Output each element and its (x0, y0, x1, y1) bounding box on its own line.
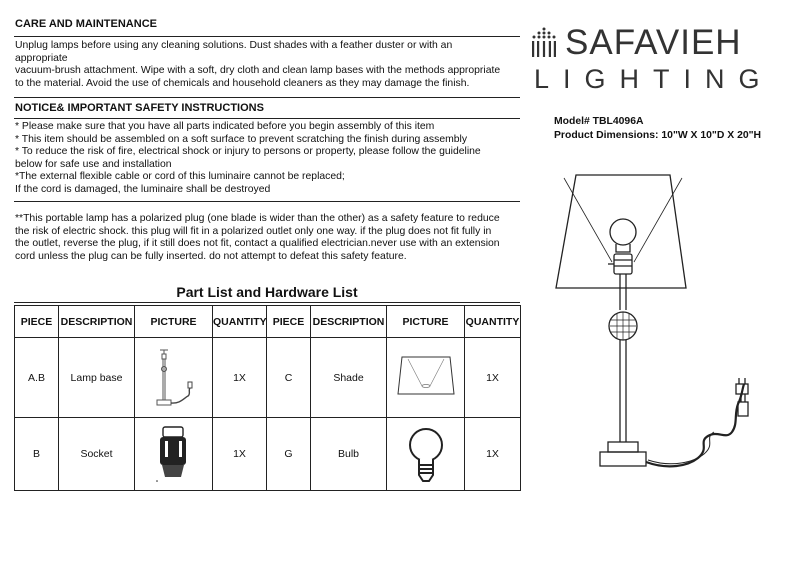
header-cell: PIECE (267, 306, 311, 338)
care-line: to the material. Avoid the use of chemicals and household cleaners as they may damage the finish. (15, 77, 470, 89)
care-text (15, 40, 525, 90)
header-cell: QUANTITY (465, 306, 521, 338)
care-divider (14, 36, 520, 37)
description-cell: Lamp base (59, 338, 135, 418)
parts-table (14, 305, 521, 491)
header-cell: PIECE (15, 306, 59, 338)
lamp-illustration (548, 170, 788, 485)
care-line: appropriate (15, 52, 68, 64)
quantity-cell: 1X (465, 338, 521, 418)
brand-name: SAFAVIEH (565, 23, 742, 62)
safety-line: If the cord is damaged, the luminaire shall be destroyed (15, 183, 271, 195)
socket-picture (135, 418, 213, 491)
shade-picture (387, 338, 465, 418)
brand-logo-icon (527, 26, 561, 60)
bulb-picture (387, 418, 465, 491)
care-line: Unplug lamps before using any cleaning solutions. Dust shades with a feather duster or with an (15, 40, 453, 51)
piece-cell: G (267, 418, 311, 491)
model-number: Model# TBL4096A (554, 116, 644, 127)
description-cell: Socket (59, 418, 135, 491)
plug-line: the outlet, reverse the plug, if it still does not fit, contact a qualified electrician.never use with an extension (15, 238, 500, 250)
quantity-cell: 1X (465, 418, 521, 491)
lamp-base-picture (135, 338, 213, 418)
piece-cell: A.B (15, 338, 59, 418)
parts-title: Part List and Hardware List (176, 284, 358, 300)
plug-line: cord unless the plug can be fully inserted. do not attempt to defeat this safety feature. (15, 250, 407, 262)
care-line: vacuum-brush attachment. Wipe with a soft, dry cloth and clean lamp bases with the methods appropriate (15, 65, 501, 77)
product-dimensions: Product Dimensions: 10"W X 10"D X 20"H (554, 130, 762, 141)
safety-line: * This item should be assembled on a soft surface to prevent scratching the finish during assembly (15, 133, 468, 145)
safety-title: NOTICE& IMPORTANT SAFETY INSTRUCTIONS (15, 102, 264, 114)
safety-bottom-divider (14, 201, 520, 202)
safety-line: * Please make sure that you have all parts indicated before you begin assembly of this item (15, 121, 435, 132)
safety-line: *The external flexible cable or cord of this luminaire cannot be replaced; (15, 171, 345, 183)
table-row (15, 338, 521, 418)
description-cell: Bulb (311, 418, 387, 491)
header-cell: DESCRIPTION (59, 306, 135, 338)
plug-line: the risk of electric shock. this plug will fit in a polarized outlet only one way. if the plug does not fit fully in (15, 225, 492, 237)
plug-line: **This portable lamp has a polarized plug (one blade is wider than the other) as a safety feature to reduce (15, 213, 500, 224)
safety-text (15, 121, 525, 197)
header-cell: QUANTITY (213, 306, 267, 338)
header-cell: PICTURE (135, 306, 213, 338)
brand-sub: LIGHTING (534, 64, 774, 94)
safety-divider (14, 118, 520, 119)
parts-header-row (15, 306, 521, 338)
safety-top-divider (14, 97, 520, 98)
quantity-cell: 1X (213, 338, 267, 418)
safety-line: below for safe use and installation (15, 158, 172, 170)
piece-cell: B (15, 418, 59, 491)
quantity-cell: 1X (213, 418, 267, 491)
safety-line: * To reduce the risk of fire, electrical shock or injury to persons or property, please follow the guideline (15, 146, 481, 158)
description-cell: Shade (311, 338, 387, 418)
header-cell: PICTURE (387, 306, 465, 338)
header-cell: DESCRIPTION (311, 306, 387, 338)
parts-divider (14, 302, 520, 303)
care-title: CARE AND MAINTENANCE (15, 18, 157, 30)
piece-cell: C (267, 338, 311, 418)
table-row (15, 418, 521, 491)
plug-warning (15, 213, 525, 263)
